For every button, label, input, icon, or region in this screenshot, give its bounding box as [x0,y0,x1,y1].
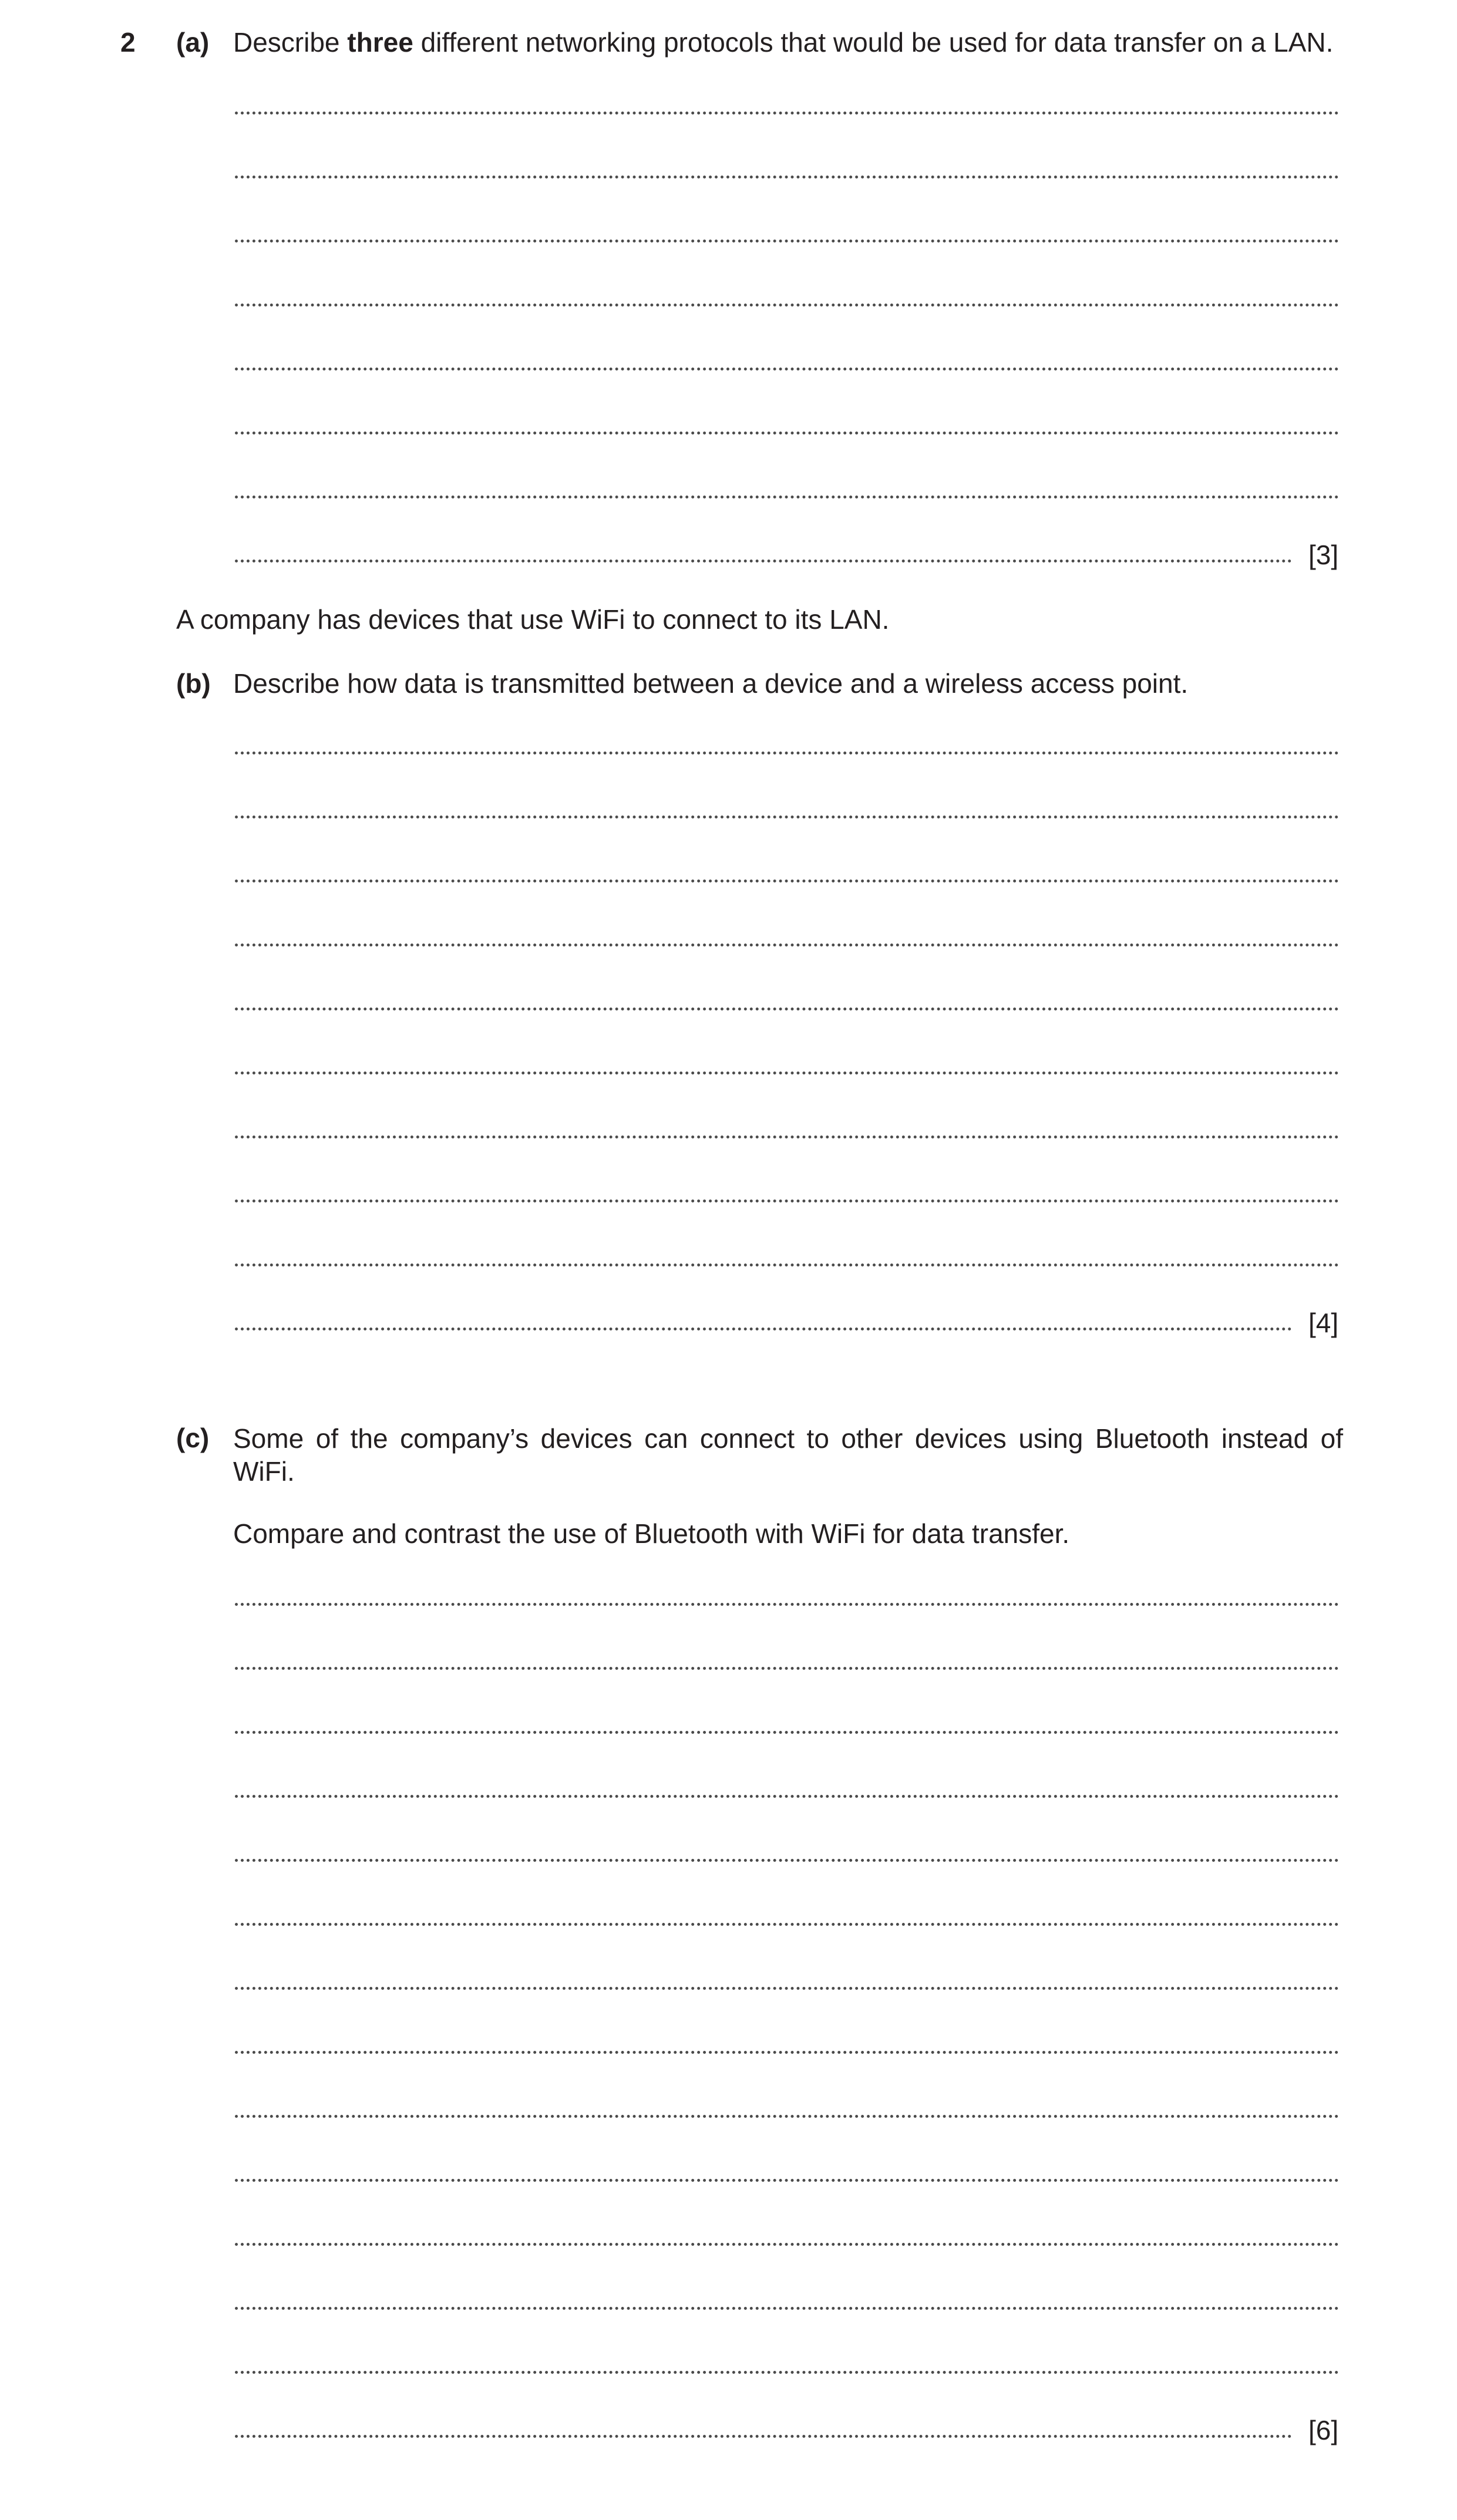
answer-line-c-10[interactable] [235,2179,1339,2182]
answer-line-a-5[interactable] [235,368,1339,370]
answer-line-c-8[interactable] [235,2051,1339,2054]
answer-line-c-12[interactable] [235,2307,1339,2310]
answer-line-b-6[interactable] [235,1072,1339,1074]
part-a-marks: [3] [1308,540,1339,570]
part-a-prompt [233,26,1333,58]
answer-line-c-9[interactable] [235,2115,1339,2118]
answer-line-c-14[interactable] [235,2435,1292,2438]
part-c-prompt: Compare and contrast the use of Bluetooth with WiFi for data transfer. [233,1518,1070,1549]
part-a-prompt-pre: Describe [233,27,340,58]
answer-line-a-2[interactable] [235,176,1339,178]
answer-line-a-8[interactable] [235,560,1292,562]
part-a-label: (a) [176,27,210,58]
answer-line-c-6[interactable] [235,1923,1339,1926]
question-number: 2 [120,27,136,58]
part-c-intro: Some of the company’s devices can connect to other devices using Bluetooth instead of WiFi. [233,1423,1343,1487]
part-b-label: (b) [176,668,211,699]
answer-line-c-3[interactable] [235,1731,1339,1734]
answer-line-b-4[interactable] [235,944,1339,946]
answer-line-c-11[interactable] [235,2243,1339,2246]
answer-line-a-1[interactable] [235,112,1339,114]
answer-line-b-2[interactable] [235,816,1339,818]
answer-line-b-3[interactable] [235,880,1339,882]
answer-line-c-4[interactable] [235,1795,1339,1798]
answer-line-b-8[interactable] [235,1200,1339,1202]
answer-line-c-2[interactable] [235,1667,1339,1670]
answer-line-b-5[interactable] [235,1008,1339,1010]
answer-line-a-3[interactable] [235,240,1339,242]
part-c-marks: [6] [1308,2415,1339,2445]
answer-line-b-1[interactable] [235,752,1339,754]
part-a-prompt-bold: three [347,27,413,58]
answer-line-c-5[interactable] [235,1859,1339,1862]
part-c-label: (c) [176,1423,210,1453]
context-text: A company has devices that use WiFi to connect to its LAN. [176,604,890,635]
answer-line-b-9[interactable] [235,1264,1339,1266]
answer-line-c-13[interactable] [235,2371,1339,2374]
answer-line-b-10[interactable] [235,1328,1292,1330]
part-a-prompt-post: different networking protocols that would be used for data transfer on a LAN. [420,27,1334,58]
answer-line-a-4[interactable] [235,304,1339,306]
part-b-prompt: Describe how data is transmitted between a device and a wireless access point. [233,668,1189,699]
answer-line-a-7[interactable] [235,496,1339,498]
answer-line-c-7[interactable] [235,1987,1339,1990]
answer-line-c-1[interactable] [235,1603,1339,1606]
answer-line-a-6[interactable] [235,432,1339,434]
part-b-marks: [4] [1308,1308,1339,1338]
answer-line-b-7[interactable] [235,1136,1339,1138]
